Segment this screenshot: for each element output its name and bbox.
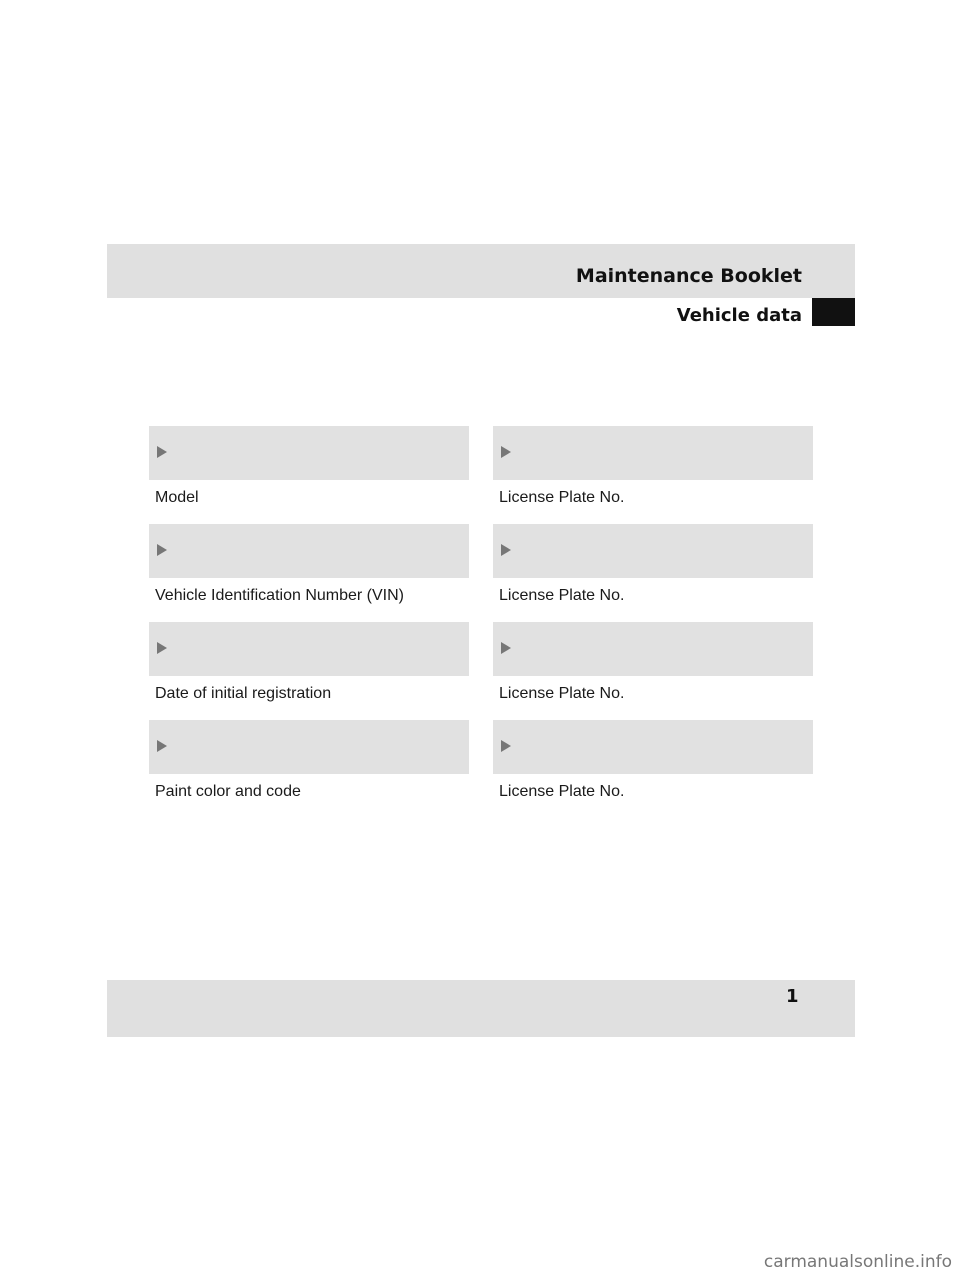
license-plate-field-1[interactable]	[493, 426, 813, 480]
triangle-right-icon	[501, 446, 511, 458]
license-plate-field-3[interactable]	[493, 622, 813, 676]
triangle-right-icon	[501, 642, 511, 654]
triangle-right-icon	[501, 544, 511, 556]
license-plate-field-4[interactable]	[493, 720, 813, 774]
paint-color-field[interactable]	[149, 720, 469, 774]
watermark: carmanualsonline.info	[763, 1252, 952, 1272]
triangle-right-icon	[157, 446, 167, 458]
triangle-right-icon	[157, 544, 167, 556]
license-plate-label-2: License Plate No.	[499, 587, 625, 604]
vin-field[interactable]	[149, 524, 469, 578]
license-plate-label-1: License Plate No.	[499, 489, 625, 506]
triangle-right-icon	[157, 642, 167, 654]
footer-band	[107, 980, 855, 1037]
model-field[interactable]	[149, 426, 469, 480]
registration-date-field[interactable]	[149, 622, 469, 676]
triangle-right-icon	[157, 740, 167, 752]
vin-label: Vehicle Identification Number (VIN)	[155, 587, 404, 604]
license-plate-label-3: License Plate No.	[499, 685, 625, 702]
registration-date-label: Date of initial registration	[155, 685, 332, 702]
license-plate-label-4: License Plate No.	[499, 783, 625, 800]
section-title: Vehicle data	[676, 305, 802, 326]
triangle-right-icon	[501, 740, 511, 752]
license-plate-field-2[interactable]	[493, 524, 813, 578]
model-label: Model	[155, 489, 199, 506]
section-tab-marker	[812, 298, 855, 326]
paint-color-label: Paint color and code	[155, 783, 301, 800]
page-number: 1	[786, 986, 799, 1007]
document-title: Maintenance Booklet	[575, 265, 802, 287]
